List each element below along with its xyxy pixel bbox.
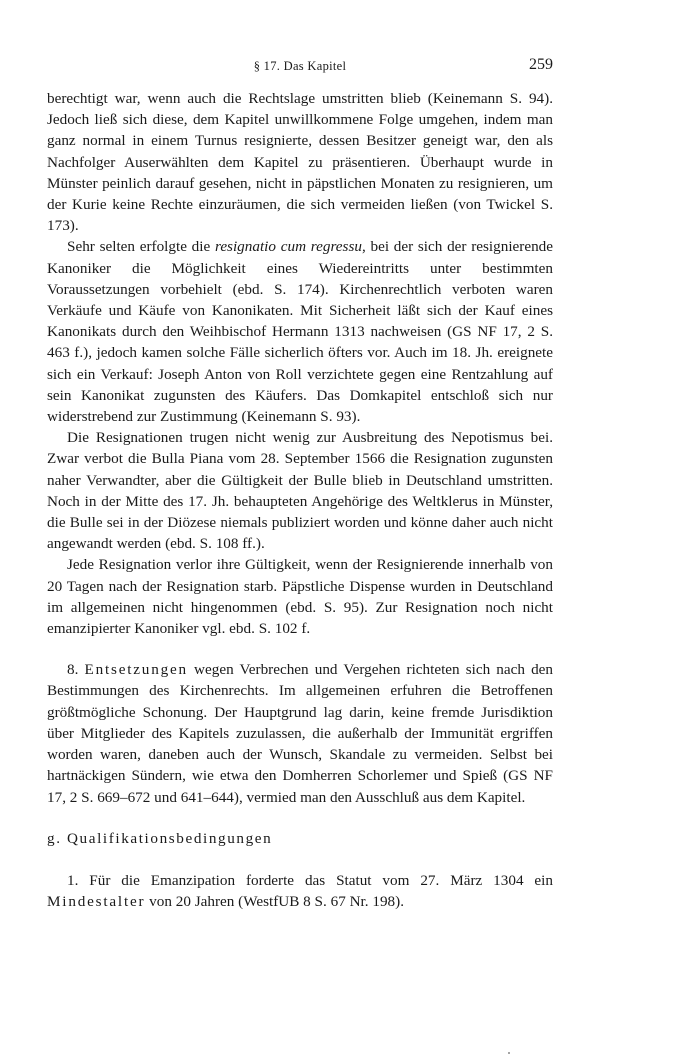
section-number: 8. [67,661,85,679]
paragraph-entsetzungen [47,659,553,807]
spaced-term: Mindestalter [47,893,146,911]
paragraph-text: wegen Verbrechen und Vergehen richteten sich nach den Bestimmungen des Kirchenrechts. Im allgemeinen erfuhren die Betroffenen größtmögliche Schonung. Der Hauptgrund lag darin, keine fremde Jurisdiktion über Mitglieder des Kapitels zuzulassen, die außerhalb der Immunität ergriffen worden waren, daneben auch der Wunsch, Skandale zu vermeiden. Selbst bei hartnäckigen Sündern, wie etwa den Domherren Schorlemer und Spieß (GS NF 17, 2 S. 669–672 und 641–644), vermied man den Ausschluß aus dem Kapitel. [47,661,553,806]
section-heading: g. Qualifikationsbedingungen [47,829,273,847]
heading-gap [47,849,553,870]
body-text [47,88,553,912]
paragraph-nepotismus: Die Resignationen trugen nicht wenig zur Ausbreitung des Nepotismus bei. Zwar verbot die Bulla Piana vom 28. September 1566 die Resignation zugunsten naher Verwandter, aber die Gültigkeit der Bulle blieb in Deutschland umstritten. Noch in der Mitte des 17. Jh. behaupteten Angehörige des Weltklerus in Münster, die Bulle sei in der Diözese niemals publiziert worden und könne daher auch nicht angewandt werden (ebd. S. 108 ff.). [47,429,553,553]
page-number: 259 [529,56,553,73]
latin-term: resignatio cum regressu [214,238,362,256]
section-gap [47,808,553,828]
paragraph-emanzipation [47,870,553,912]
running-head [47,56,553,78]
paragraph-text: von 20 Jahren (WestfUB 8 S. 67 Nr. 198). [145,893,404,911]
section-gap [47,639,553,659]
paragraph-gueltigkeit: Jede Resignation verlor ihre Gültigkeit, wenn der Resignierende innerhalb von 20 Tagen nach der Resignation starb. Päpstliche Dispense wurden in Deutschland im allgemeinen nicht hingenommen (ebd. S. 95). Zur Resignation noch nicht emanzipierter Kanoniker vgl. ebd. S. 102 f. [47,556,553,638]
running-title: § 17. Das Kapitel [253,59,347,73]
paragraph-text: , bei der sich der resignierende Kanoniker die Möglichkeit eines Wiedereintritts unter bestimmten Voraussetzungen vorbehielt (ebd. S. 174). Kirchenrechtlich verboten waren Verkäufe und Käufe von Kanonikaten. Mit Sicherheit läßt sich der Kauf eines Kanonikats durch den Weihbischof Hermann 1313 nachweisen (GS NF 17, 2 S. 463 f.), jedoch kamen solche Fälle sicherlich öfters vor. Auch im 18. Jh. ereignete sich ein Verkauf: Joseph Anton von Roll verzichtete gegen eine Rentzahlung auf sein Kanonikat zugunsten des Käufers. Das Domkapitel entschloß sich nur widerstrebend zur Zustimmung (Keinemann S. 93). [47,238,554,426]
paragraph-resignation-turnus: berechtigt war, wenn auch die Rechtslage umstritten blieb (Keinemann S. 94). Jedoch ließ sich diese, dem Kapitel unwillkommene Folge umgehen, indem man ganz normal in einem Turnus resignierte, dessen Besitzer geneigt war, den als Nachfolger Auserwählten dem Kapitel zu präsentieren. Überhaupt wurde in Münster peinlich darauf gesehen, nicht in päpstlichen Monaten zu resignieren, um der Kurie keine Rechte einzuräumen, die sich vermeiden ließen (von Twickel S. 173). [47,90,553,235]
spaced-term: Entsetzungen [84,661,188,679]
paragraph-resignatio-cum-regressu [47,236,553,427]
paragraph-text: Sehr selten erfolgte die [67,238,215,256]
scan-speck [508,1052,510,1054]
paragraph-text: 1. Für die Emanzipation forderte das Statut vom 27. März 1304 ein [67,871,553,889]
